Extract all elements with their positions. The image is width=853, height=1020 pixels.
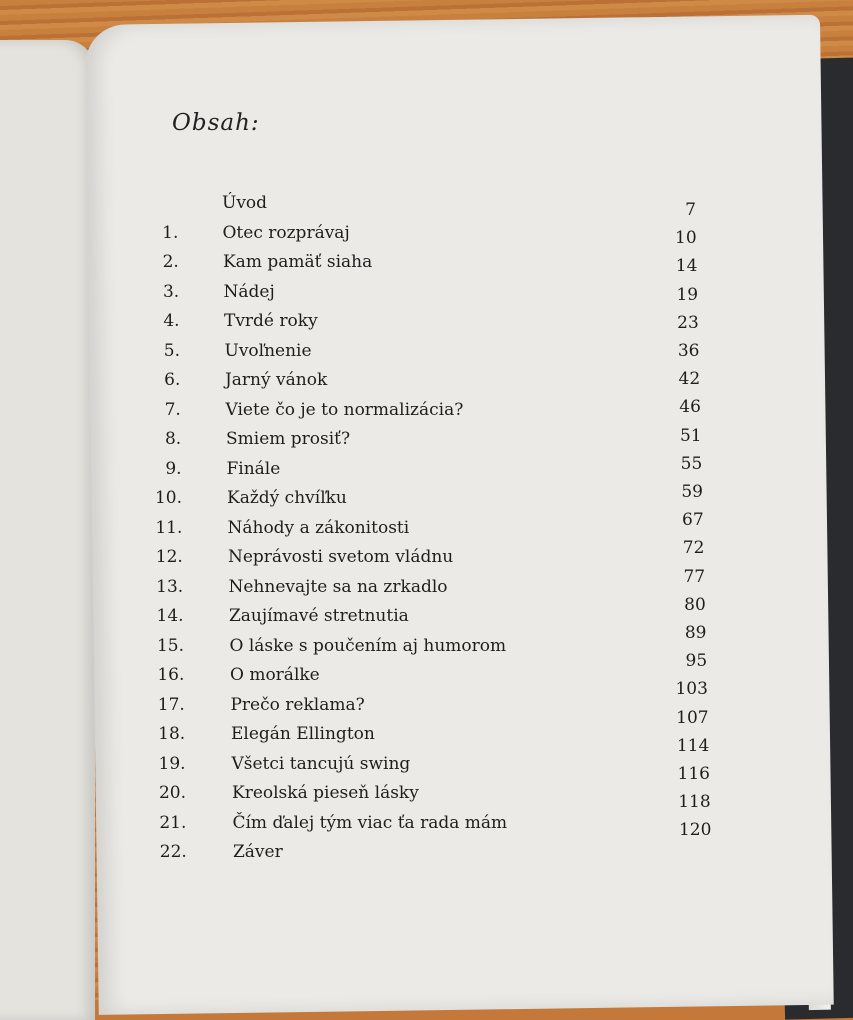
page-number: 46 — [679, 397, 701, 418]
toc-entry — [146, 783, 419, 803]
chapter-title: Finále — [226, 458, 281, 479]
chapter-title: Náhody a zákonitosti — [227, 517, 410, 538]
toc-entry — [143, 547, 453, 567]
page-number: 107 — [676, 707, 709, 728]
chapter-title: Každý chvíľku — [227, 488, 347, 508]
chapter-number: 9. — [165, 458, 182, 479]
chapter-title: Kreolská pieseň lásky — [232, 783, 419, 803]
page-number: 114 — [676, 735, 710, 756]
page-number: 89 — [684, 623, 707, 643]
toc-entry — [144, 665, 319, 685]
chapter-number: 21. — [159, 812, 187, 833]
page-number: 118 — [678, 792, 711, 813]
chapter-number: 7. — [164, 399, 181, 420]
chapter-number: 11. — [155, 517, 183, 538]
chapter-number: 10. — [154, 488, 182, 508]
toc-entry — [140, 311, 318, 331]
toc-entry — [146, 813, 507, 833]
page-number: 77 — [683, 566, 706, 587]
chapter-number: 16. — [157, 665, 185, 685]
page-number: 23 — [677, 312, 699, 333]
page-number: 67 — [682, 510, 704, 531]
toc-entry — [140, 341, 312, 361]
toc-entry — [140, 370, 327, 390]
toc-entry — [138, 223, 349, 243]
page-number: 10 — [675, 228, 697, 249]
toc-entry — [139, 282, 275, 302]
chapter-number: 6. — [164, 370, 181, 390]
page-number: 103 — [675, 679, 708, 700]
toc-entry — [147, 842, 283, 862]
page-number: 7 — [685, 200, 696, 220]
chapter-number: 2. — [162, 252, 179, 272]
page-title: Obsah: — [172, 110, 260, 136]
chapter-title: Viete čo je to normalizácia? — [225, 399, 464, 420]
chapter-title: Nádej — [223, 281, 275, 302]
chapter-number: 15. — [156, 635, 184, 656]
chapter-number: 18. — [158, 724, 186, 744]
chapter-title: Nehnevajte sa na zrkadlo — [228, 576, 448, 597]
chapter-number: 19. — [158, 753, 186, 774]
chapter-number: 3. — [162, 281, 180, 302]
toc-entry — [145, 695, 365, 715]
toc-entry — [142, 488, 347, 508]
page-number: 95 — [685, 651, 708, 672]
chapter-number: 8. — [164, 429, 182, 449]
page-number: 80 — [684, 594, 706, 615]
chapter-number: 22. — [159, 842, 187, 862]
page-number: 42 — [678, 369, 701, 390]
chapter-title: Záver — [232, 842, 283, 862]
page-number: 116 — [677, 764, 710, 784]
chapter-number: 20. — [158, 783, 186, 803]
chapter-title: Elegán Ellington — [230, 724, 375, 744]
chapter-title: Všetci tancujú swing — [231, 753, 411, 774]
chapter-title: Uvoľnenie — [224, 340, 312, 361]
page-number: 72 — [682, 538, 705, 559]
toc-entry — [144, 606, 409, 626]
chapter-title: O láske s poučením aj humorom — [229, 635, 507, 656]
chapter-title: Čím ďalej tým viac ťa rada mám — [232, 812, 508, 833]
toc-entry — [141, 400, 464, 420]
chapter-number: 5. — [163, 340, 180, 361]
page-number: 120 — [678, 820, 712, 841]
page-number: 19 — [676, 284, 699, 305]
toc-entry — [141, 429, 350, 449]
toc-entry — [142, 518, 409, 538]
page-number: 14 — [675, 256, 698, 277]
chapter-number: 14. — [156, 606, 184, 626]
toc-entry — [145, 724, 375, 744]
chapter-title: Tvrdé roky — [223, 311, 318, 331]
chapter-title: Kam pamäť siaha — [222, 252, 373, 272]
chapter-number: 13. — [156, 576, 184, 597]
left-page — [0, 40, 95, 1020]
chapter-title: Smiem prosiť? — [225, 429, 351, 449]
chapter-title: Úvod — [222, 193, 268, 213]
chapter-title: Zaujímavé stretnutia — [228, 606, 409, 626]
chapter-number: 17. — [157, 694, 185, 715]
toc-entry — [139, 252, 372, 272]
page-number: 55 — [680, 453, 703, 474]
right-page — [85, 15, 834, 1015]
chapter-number: 4. — [163, 311, 180, 331]
chapter-title: O morálke — [229, 665, 320, 685]
page-number: 36 — [677, 341, 700, 361]
toc-entry — [142, 459, 281, 479]
chapter-number: 1. — [162, 222, 179, 243]
chapter-title: Neprávosti svetom vládnu — [227, 547, 454, 567]
chapter-title: Prečo reklama? — [230, 694, 365, 715]
toc-entry — [144, 636, 506, 656]
toc-entry — [143, 577, 447, 597]
chapter-number: 12. — [155, 547, 183, 567]
toc-entry — [138, 193, 267, 213]
chapter-title: Jarný vánok — [224, 370, 328, 390]
page-number: 59 — [681, 482, 703, 502]
page-number: 51 — [679, 425, 702, 446]
toc-entry — [146, 754, 411, 774]
chapter-title: Otec rozprávaj — [222, 222, 350, 243]
